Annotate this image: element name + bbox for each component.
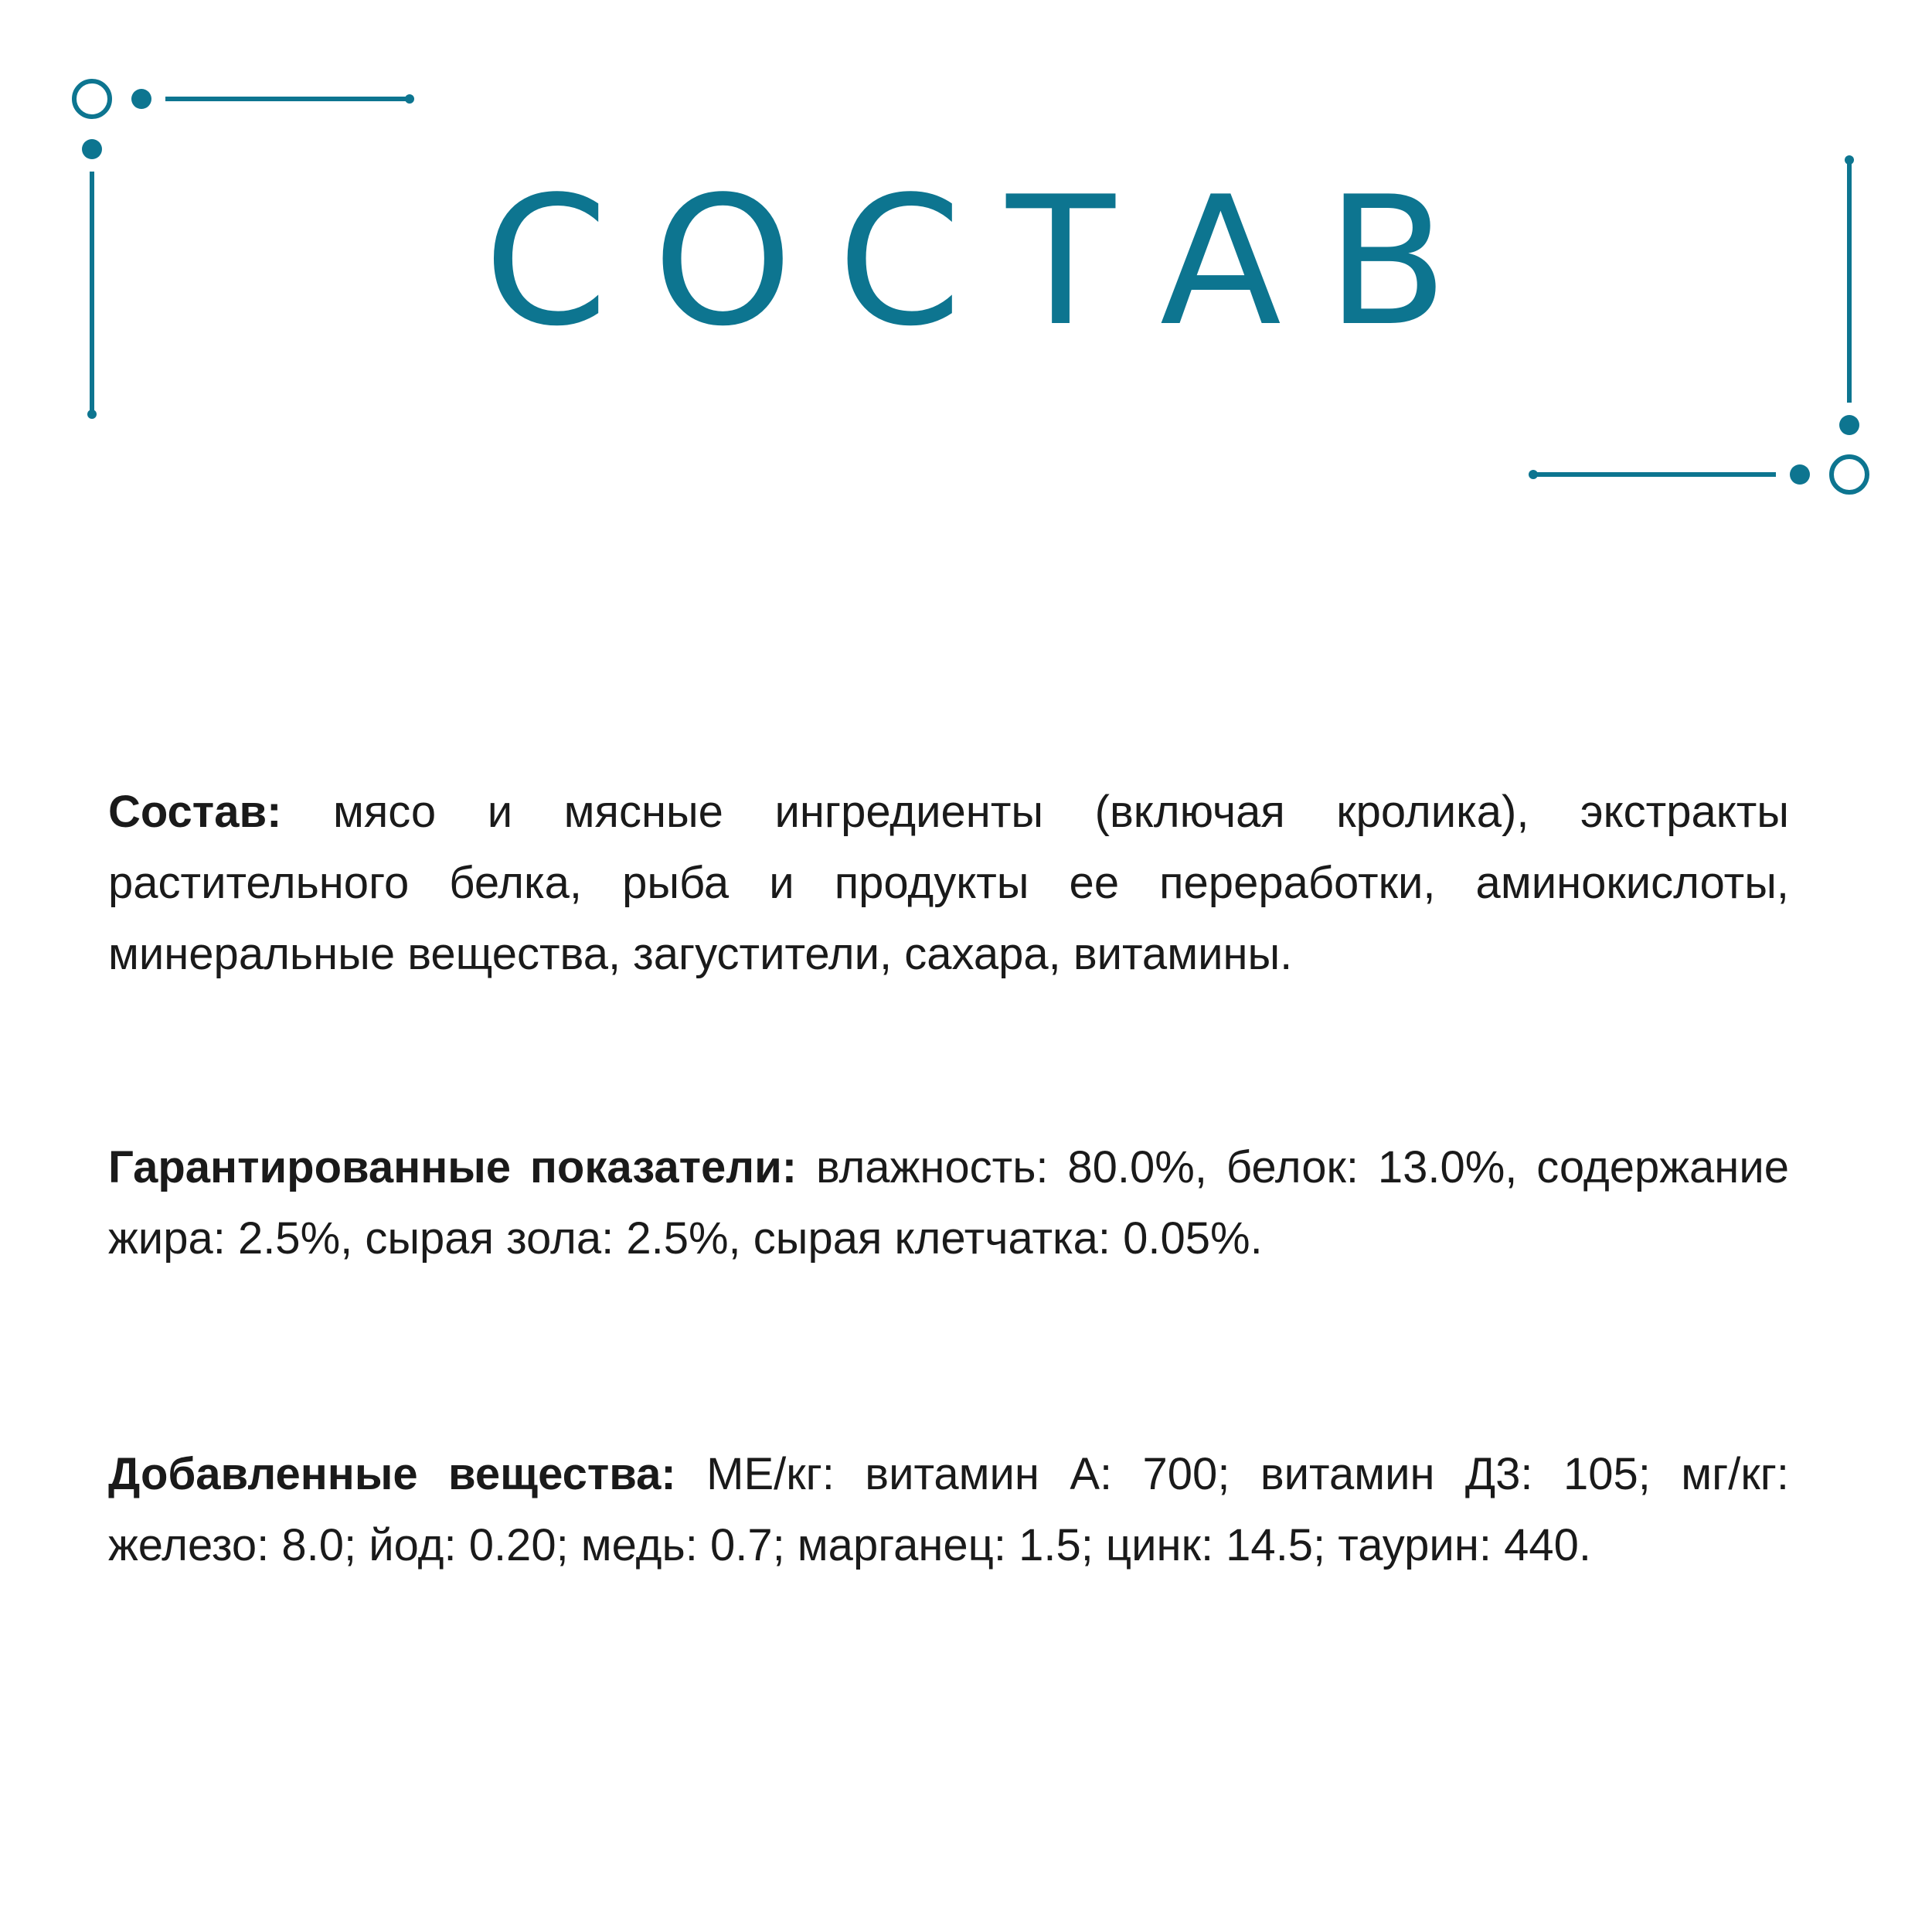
dot-icon bbox=[131, 89, 151, 109]
additives-label: Добавленные вещества: bbox=[108, 1449, 676, 1499]
composition-text: мясо и мясные ингредиенты (включая кролика), экстракты растительного белка, рыба и продукты ее переработки, аминокислоты, минеральные вещества, загустители, сахара, витамины. bbox=[108, 787, 1789, 979]
dot-icon bbox=[1790, 464, 1810, 485]
additives-text: МЕ/кг: витамин А: 700; витамин Д3: 105; мг/кг: железо: 8.0; йод: 0.20; медь: 0.7; марганец: 1.5; цинк: 14.5; таурин: 440. bbox=[108, 1449, 1790, 1570]
dot-icon bbox=[82, 139, 102, 159]
composition-paragraph bbox=[108, 777, 1789, 990]
ring-icon bbox=[74, 81, 110, 117]
guaranteed-indicators-label: Гарантированные показатели: bbox=[108, 1142, 798, 1192]
ring-icon bbox=[1832, 457, 1867, 492]
guaranteed-indicators-text: влажность: 80.0%, белок: 13.0%, содержание жира: 2.5%, сырая зола: 2.5%, сырая клетчатка: 0.05%. bbox=[108, 1142, 1789, 1264]
page-title: СОСТАВ bbox=[484, 159, 1493, 366]
dot-icon bbox=[1529, 470, 1538, 479]
composition-label: Состав: bbox=[108, 787, 282, 837]
additives-paragraph bbox=[108, 1439, 1789, 1581]
dot-icon bbox=[1839, 415, 1859, 435]
guaranteed-indicators-paragraph bbox=[108, 1132, 1789, 1274]
dot-icon bbox=[405, 94, 414, 104]
dot-icon bbox=[87, 410, 97, 419]
